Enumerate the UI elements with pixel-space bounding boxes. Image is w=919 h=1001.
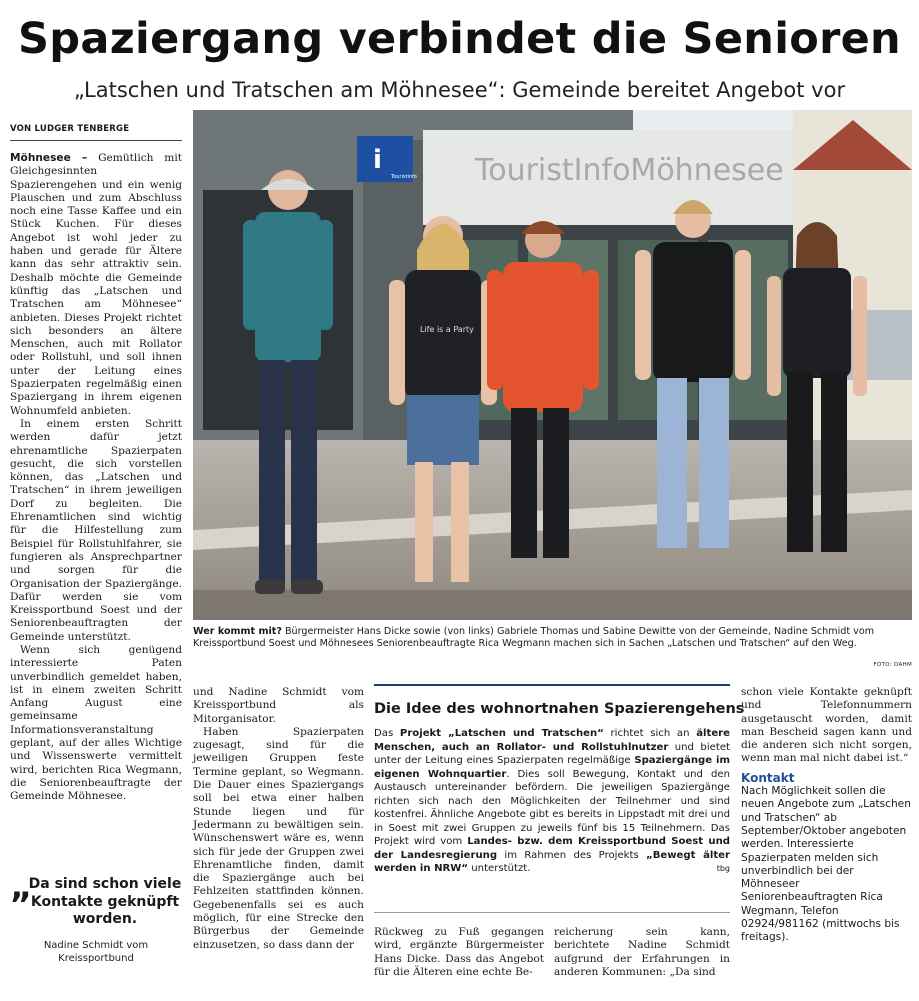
paragraph: Rückweg zu Fuß gegangen wird, ergänzte Bürgermeister Hans Dicke. Dass das Angebot für die Älteren eine echte Be- — [374, 926, 544, 978]
paragraph — [10, 152, 182, 418]
paragraph: schon viele Kontakte geknüpft und Telefonnummern ausgetauscht worden, damit man Bescheid sagen kann und die anderen sich nicht sorgen, wenn man mal nicht dabei ist.“ — [741, 686, 912, 765]
contact-text: Nach Möglichkeit sollen die neuen Angebote zum „Latschen und Tratschen“ ab September/Oktober angeboten werden. Interessierte Spazierpaten melden sich unverbindlich bei der Möhneseer Seniorenbeauftragten Rica Wegmann, Telefon 02924/981162 (mittwochs bis freitags). — [741, 785, 911, 944]
caption-text: Bürgermeister Hans Dicke sowie (von links) Gabriele Thomas und Sabine Dewitte von der Gemeinde, Nadine Schmidt vom Kreissportbund Soest und Möhnesees Seniorenbeauftragte Rica Wegmann machen sich in Sachen „Latschen und Tratschen“ auf den Weg. — [193, 626, 875, 650]
quote-mark-icon: „ — [10, 867, 33, 907]
column-1 — [10, 152, 182, 804]
headline: Spaziergang verbindet die Senioren — [18, 14, 901, 64]
infobox-text — [374, 727, 730, 876]
info-logo-letter: i — [373, 145, 382, 175]
contact-heading: Kontakt — [741, 770, 795, 785]
info-logo-caption: Touristinfo — [391, 174, 417, 180]
paragraph: reicherung sein kann, berichtete Nadine Schmidt aufgrund der Erfahrungen in anderen Kommunen: „Da sind — [554, 926, 730, 978]
text-bold: Landes- bzw. dem Kreissportbund Soest und der Landesregierung — [374, 836, 730, 861]
infobox — [374, 687, 745, 874]
paragraph: Wenn sich genügend interessierte Paten unverbindlich gemeldet haben, ist in einem zweiten Schritt Anfang August eine gemeinsame Informationsveranstaltung geplant, auf der alles Wichtige und Wissenswerte vermittelt wird, berichten Rica Wegmann, die Seniorenbeauftragte der Gemeinde Möhnesee. — [10, 643, 182, 803]
quote-source: Nadine Schmidt vom Kreissportbund — [43, 939, 149, 964]
column-3-continued — [374, 926, 544, 979]
text-bold: Spaziergänge im eigenen Wohnquartier — [374, 755, 731, 780]
column-2 — [193, 686, 364, 952]
tourist-info-sign-text: TouristInfoMöhnesee — [475, 153, 784, 188]
photo-caption — [193, 626, 912, 651]
infobox-top-rule — [374, 684, 730, 686]
text-run: im Rahmen des Projekts — [497, 849, 647, 861]
text-run: Das — [374, 728, 400, 739]
photo-illustration — [193, 110, 912, 620]
column-4-continued — [554, 926, 730, 979]
quote-text: Da sind schon viele Kontakte geknüpft worden. — [28, 876, 182, 927]
caption-lead: Wer kommt mit? — [193, 626, 282, 637]
text-run: . Dies soll Bewegung, Kontakt und den Austausch untereinander befördern. Die jeweiligen Spaziergänge richten sich nach den Möglichkeiten der Teilnehmer und sind kostenfrei. Ähnliche Angebote gibt es bereits in Lippstadt mit drei und in Soest mit zwei Gruppen zu jeweils fünf bis 15 Teilnehmern. Das Projekt wird vom — [374, 768, 730, 847]
subheadline: „Latschen und Tratschen am Möhnesee“: Gemeinde bereitet Angebot vor — [73, 78, 846, 102]
text-run: und bietet unter der Leitung eines Spazierpaten regelmäßige — [374, 741, 730, 766]
paragraph: Haben Spazierpaten zugesagt, sind für die jeweiligen Gruppen feste Termine geplant, so Wegmann. Die Dauer eines Spaziergangs soll bei etwa einer halben Stunde liegen und für Jedermann zu bewältigen sein. Wünschenswert wäre es, wenn sich für jede der Gruppen zwei Ehrenamtliche finden, damit die Spaziergänge auch bei Fehlzeiten stattfinden können. Gegebenenfalls sei es auch möglich, für eine Strecke den Bürgerbus der Gemeinde einzusetzen, so dass dann der — [193, 725, 364, 951]
paragraph-text: Gemütlich mit Gleichgesinnten Spazierengehen und ein wenig Plauschen und zum Abschluss noch eine Tasse Kaffee und ein Stück Kuchen. Für dieses Angebot ist wohl jeder zu haben und gerade für Ältere kann das sehr attraktiv sein. Deshalb möchte die Gemeinde künftig das „Latschen und Tratschen am Möhnesee“ anbieten. Dieses Projekt richtet sich besonders an ältere Menschen, auch mit Rollator oder Rollstuhl, und soll ihnen unter der Leitung eines Spazierpaten regelmäßig einen Spaziergang in ihrem eigenen Wohnumfeld anbieten. — [10, 152, 182, 417]
text-run: unterstützt. — [468, 863, 531, 874]
byline-rule — [10, 140, 182, 141]
infobox-bottom-rule — [374, 912, 730, 913]
paragraph: In einem ersten Schritt werden dafür jetzt ehrenamtliche Spazierpaten gesucht, die sich vorstellen können, das „Latschen und Tratschen“ in ihrem jeweiligen Dorf zu begleiten. Die Ehrenamtlichen sind wichtig für die Hilfestellung zum Beispiel für Rollstuhlfahrer, sie fungieren als Ansprechpartner und sorgen für die Organisation der Spaziergänge. Dafür werden sie vom Kreissportbund Soest und der Seniorenbeauftragten der Gemeinde unterstützt. — [10, 417, 182, 643]
paragraph: und Nadine Schmidt vom Kreissportbund als Mitorganisator. — [193, 686, 364, 725]
column-5 — [741, 686, 912, 945]
article-photo — [193, 110, 912, 620]
text-run: richtet sich an — [603, 728, 697, 739]
dateline: Möhnesee – — [10, 152, 88, 164]
shirt-print: Life is a Party — [420, 325, 474, 334]
pull-quote — [10, 867, 182, 965]
text-bold: ältere Menschen, auch an Rollator- und Rollstuhlnutzer — [374, 728, 730, 753]
photo-credit: FOTO: DAHM — [873, 662, 912, 668]
infobox-signature: tbg — [716, 864, 730, 873]
text-bold: „Bewegt älter werden in NRW“ — [374, 849, 730, 874]
infobox-title: Die Idee des wohnortnahen Spazierengehens — [374, 701, 745, 717]
byline: VON LUDGER TENBERGE — [10, 124, 130, 134]
text-bold: Projekt „Latschen und Tratschen“ — [399, 728, 604, 739]
